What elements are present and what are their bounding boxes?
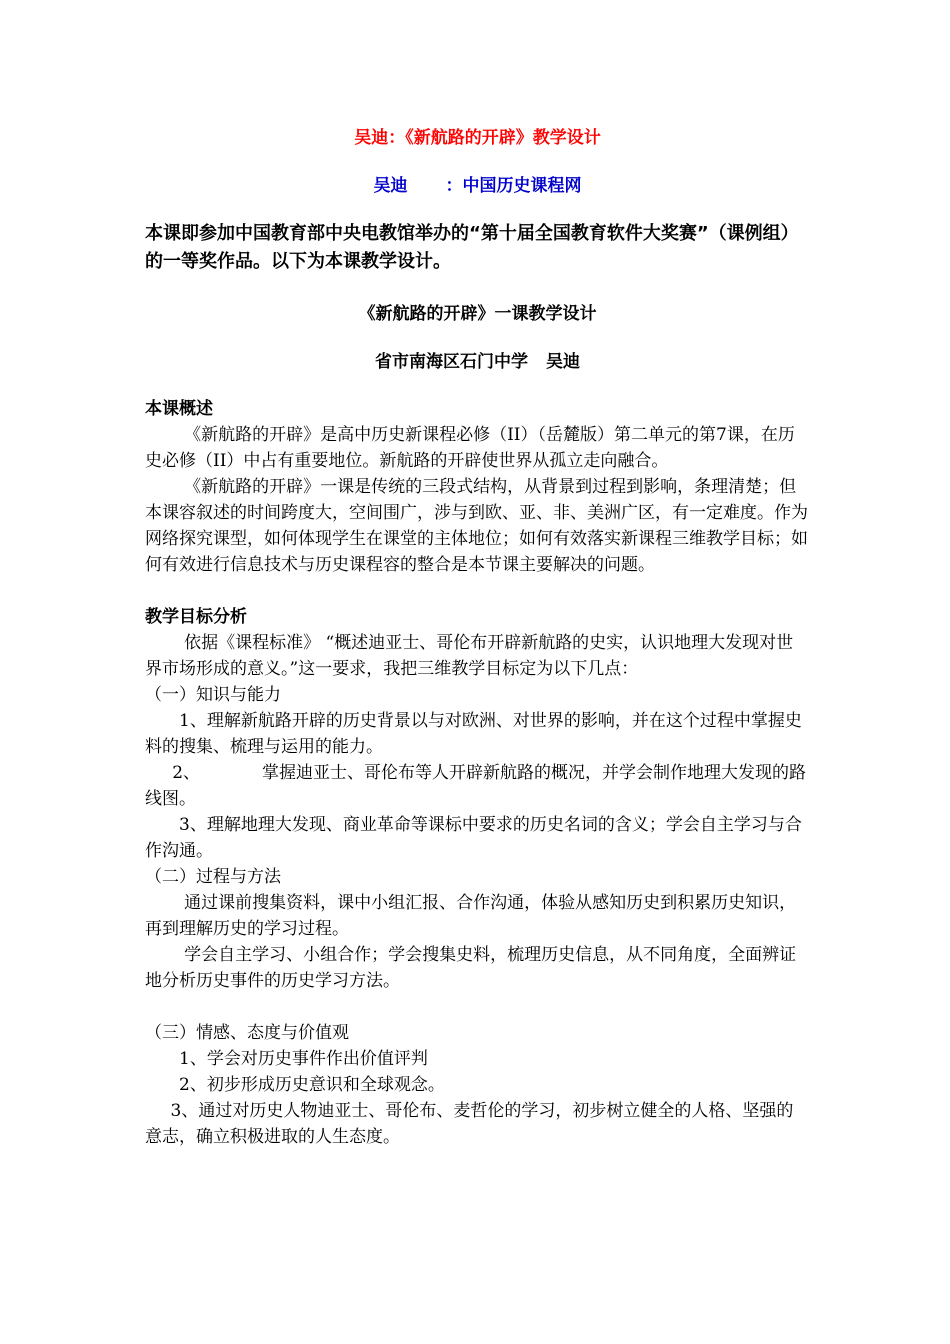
goals-section-3-item-2: 2、初步形成历史意识和全球观念。 [179, 1075, 445, 1095]
section-spacer [145, 994, 810, 1020]
document-subtitle: 《新航路的开辟》一课教学设计 [358, 304, 597, 324]
goals-section-1-item-3: 3、理解地理大发现、商业革命等课标中要求的历史名词的含义；学会自主学习与合作沟通。 [145, 815, 802, 861]
school-author: 吴迪 [546, 352, 580, 372]
school-line [145, 348, 810, 376]
document-title: 吴迪：《新航路的开辟》教学设计 [354, 128, 601, 148]
goals-section-1-item-2 [145, 760, 810, 812]
section-spacer [145, 578, 810, 604]
goals-section-3-item-1: 1、学会对历史事件作出价值评判 [179, 1049, 428, 1069]
goals-section-3-title: （三）情感、态度与价值观 [145, 1023, 349, 1043]
overview-heading: 本课概述 [145, 399, 213, 419]
overview-paragraph-2: 《新航路的开辟》一课是传统的三段式结构，从背景到过程到影响，条理清楚；但本课容叙述的时间跨度大，空间围广，涉与到欧、亚、非、美洲广区，有一定难度。作为网络探究课型，如何体现学生在课堂的主体地位；如何有效落实新课程三维教学目标；如何有效进行信息技术与历史课程容的整合是本节课主要解决的问题。 [145, 477, 808, 575]
goals-section-1-item-1: 1、理解新航路开辟的历史背景以与对欧洲、对世界的影响，并在这个过程中掌握史料的搜集、梳理与运用的能力。 [145, 711, 802, 757]
item-2-number: 2、 [172, 763, 201, 783]
goals-section-2-paragraph-2: 学会自主学习、小组合作；学会搜集史料，梳理历史信息，从不同角度，全面辨证地分析历史事件的历史学习方法。 [145, 945, 797, 991]
author-line [145, 172, 810, 200]
intro-paragraph: 本课即参加中国教育部中央电教馆举办的“第十届全国教育软件大奖赛”（课例组）的一等奖作品。以下为本课教学设计。 [145, 223, 799, 272]
goals-section-1-title: （一）知识与能力 [145, 685, 281, 705]
goals-heading: 教学目标分析 [145, 607, 247, 627]
goals-section-3-item-3: 3、通过对历史人物迪亚士、哥伦布、麦哲伦的学习，初步树立健全的人格、坚强的意志，确立积极进取的人生态度。 [145, 1101, 794, 1147]
source-name: ：中国历史课程网 [445, 176, 582, 196]
goals-paragraph-1: 依据《课程标准》 “概述迪亚士、哥伦布开辟新航路的史实，认识地理大发现对世界市场形成的意义。”这一要求，我把三维教学目标定为以下几点： [145, 633, 794, 679]
overview-paragraph-1: 《新航路的开辟》是高中历史新课程必修（II）（岳麓版）第二单元的第7课，在历史必修（II）中占有重要地位。新航路的开辟使世界从孤立走向融合。 [145, 425, 795, 471]
goals-section-2-paragraph-1: 通过课前搜集资料，课中小组汇报、合作沟通，体验从感知历史到积累历史知识，再到理解历史的学习过程。 [145, 893, 797, 939]
school-name: 省市南海区石门中学 [375, 352, 528, 372]
author-name: 吴迪 [373, 176, 408, 196]
goals-section-2-title: （二）过程与方法 [145, 867, 281, 887]
item-2-text: 掌握迪亚士、哥伦布等人开辟新航路的概况，并学会制作地理大发现的路线图。 [145, 763, 807, 809]
